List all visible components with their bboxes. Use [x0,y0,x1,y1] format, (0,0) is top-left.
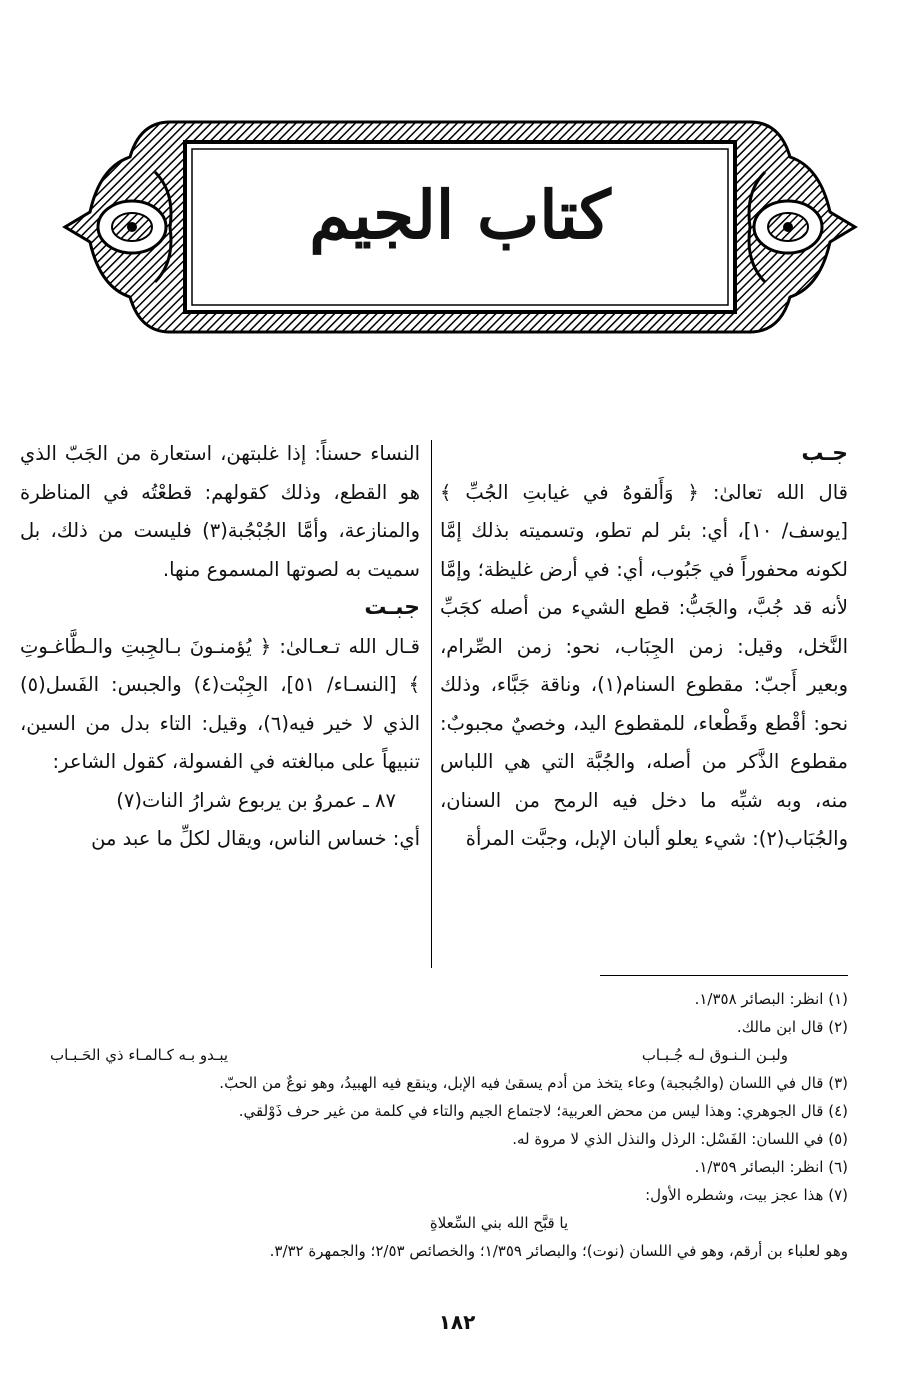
right-column [440,435,848,859]
footnote-verse: يا قبَّح الله بني السِّعلاةِ [429,1214,569,1232]
footnote: (٧) هذا عجز بيت، وشطره الأول: [645,1186,848,1204]
footnotes [30,985,848,1265]
entry-paragraph: قال الله تعالىٰ: ﴿ وَأَلقوهُ في غيابتِ الجُبِّ ﴾ [يوسف/ ١٠]، أي: بئر لم تطو، وتسميته بذلك إمَّا لكونه محفوراً في جَبُوب، أي: في أرض غليظة؛ وإمَّا لأنه قد جُبَّ، والجَبُّ: قطع الشيء من أصله كجَبِّ النَّخل، وقيل: زمن الجِبَاب، نحو: زمن الصِّرام، وبعير أَجبّ: مقطوع السنام(١)، وناقة جَبَّاء، وذلك نحو: أقْطع وقَطْعاء، للمقطوع اليد، وخصيٌ مجبوبٌ: مقطوع الذَّكر من أصله، والجُبَّة التي هي اللباس منه، وبه شبِّه ما دخل فيه الرمح من السنان، والجُبَاب(٢): شيء يعلو ألبان الإبل، وجبَّت المرأة [440,480,848,850]
page-number: ١٨٢ [438,1310,476,1334]
footnote: (٣) قال في اللسان (والجُبجبة) وعاء يتخذ من أدم يسقىٰ فيه الإبل، وينقع فيه الهبيدُ، وهو نوعٌ من الحبّ. [219,1074,848,1092]
footnote: (٤) قال الجوهري: وهذا ليس من محض العربية؛ لاجتماع الجيم والتاء في كلمة من غير حرف ذَوْلقي. [238,1102,848,1120]
footnote: (١) انظر: البصائر ١/٣٥٨. [694,990,848,1008]
footnote: وهو لعلباء بن أرقم، وهو في اللسان (نوت)؛ والبصائر ١/٣٥٩؛ والخصائص ٢/٥٣؛ والجمهرة ٣/٣٢. [269,1242,848,1260]
entry-heading: جـب [801,441,848,466]
entry-paragraph: أي: خساس الناس، ويقال لكلِّ ما عبد من [91,827,420,850]
entry-paragraph: قـال الله تـعـالىٰ: ﴿ يُؤمنـونَ بـالجِبتِ والـطَّاغـوتِ ﴾ [النسـاء/ ٥١]، الجِبْت(٤) والجبس: الفَسل(٥) الذي لا خير فيه(٦)، وقيل: التاء بدل من السين، تنبيهاً على مبالغته في الفسولة، كقول الشاعر: [20,634,421,773]
column-divider [431,440,432,968]
entry-paragraph: النساء حسناً: إذا غلبتهن، استعارة من الجَبّ الذي هو القطع، وذلك كقولهم: قطعْتُه في المناظرة والمنازعة، وأمَّا الجُبْجُبة(٣) فليست من ذلك، بل سميت به لصوتها المسموع منها. [20,442,420,581]
verse-second-half: يبـدو بـه كـالمـاء ذي الحَـبـاب [50,1046,229,1064]
poetry-verse: ٨٧ ـ عمروُ بن يربوع شرارُ النات(٧) [116,788,396,812]
entry-heading: جبـت [364,595,420,620]
book-title: كتاب الجيم [309,176,611,254]
footnote-verse [30,1041,848,1069]
footnote: (٢) قال ابن مالك. [736,1018,848,1036]
verse-first-half: ولبـن الـنـوق لـه جُـبـاب [641,1046,788,1064]
footnote: (٥) في اللسان: الفَسْل: الرذل والنذل الذي لا مروة له. [512,1130,848,1148]
footnote: (٦) انظر: البصائر ١/٣٥٩. [694,1158,848,1176]
footnote-separator [600,975,848,976]
left-column [20,435,420,859]
